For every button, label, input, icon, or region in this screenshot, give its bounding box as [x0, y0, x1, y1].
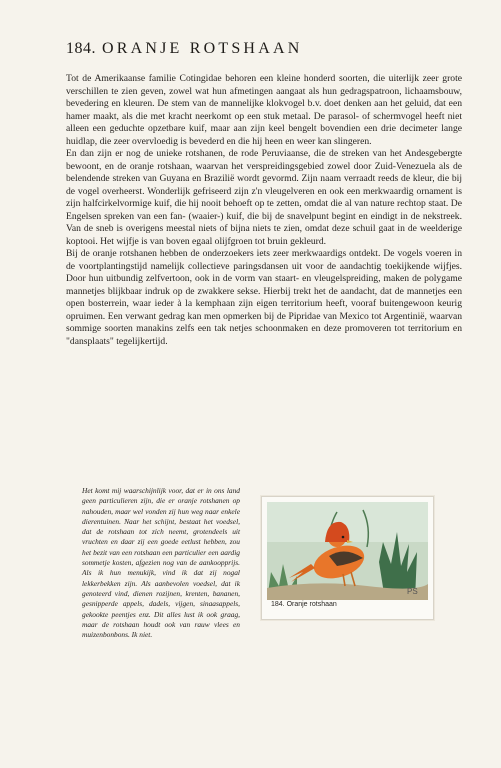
bird-illustration: [267, 502, 428, 600]
side-caption: Het komt mij waarschijnlijk voor, dat er in ons land geen particulieren zijn, die er oranje rotshanen op nahouden, maar wel vonden zij hun weg naar enkele dierentuinen. Naar het schijnt, bestaat het voedsel, dat de rotshaan tot zich neemt, grotendeels uit vruchten en daar zij een goede eetlust hebben, zou het bezit van een rotshaan een particulier een aardig sommetje kosten, afgezien nog van de aankoopprijs. Als ik hun menukijk, vind ik dat zij nogal lekkerbekken zijn. Als aanbevolen voedsel, dat ik genoteerd vind, dienen rozijnen, krenten, bananen, gesnipperde appels, dadels, vijgen, sinaasappels, gekookte peentjes enz. Dit alles lust ik ook graag, maar de rotshaan houdt ook van rauw vlees en muizenbonbons. Ik niet.: [82, 486, 240, 640]
article-body: [66, 73, 462, 348]
card-label: 184. Oranje rotshaan: [271, 601, 337, 608]
paragraph: En dan zijn er nog de unieke rotshanen, de rode Peruviaanse, die de streken van het Andesgebergte bewoont, en de oranje rotshaan, waarvan het verspreidingsgebied zowel door Zuid-Venezuela als de belendende streken van Guyana en Brazilië wordt gevormd. Zijn naam verraadt reeds de kleur, die bij de vogel overheerst. Wonderlijk gefriseerd zijn z'n vleugelveren en ook een merkwaardig ornament is zijn halfcirkelvormige kuif, die hij nooit behoeft op te zetten, omdat die al van nature rechtop staat. De Engelsen spreken van een fan- (waaier-) kuif, die bij de snavelpunt begint en eindigt in de nekstreek. Van de sneb is overigens meestal niets of bijna niets te zien, omdat deze schuil gaat in de weelderige koptooi. Het wijfje is van boven egaal olijfgroen tot bruin gekleurd.: [66, 148, 462, 247]
bird-eye: [342, 536, 345, 539]
paragraph: Tot de Amerikaanse familie Cotingidae behoren een kleine honderd soorten, die uiterlijk zeer grote verschillen te zien geven, zowel wat hun afmetingen aangaat als hun gedragspatroon, lichaamsbouw, bevedering en kleuren. De stem van de mannelijke klokvogel b.v. doet denken aan het geluid, dat een hamer maakt, als die met kracht neerkomt op een stuk metaal. De parasol- of schermvogel heeft niet alleen een geduchte opzetbare kuif, maar aan zijn keel bengelt bovendien een drie decimeter lange huidlap, die zeer overvloedig is bevederd en die hij heen en weer kan slingeren.: [66, 73, 462, 147]
title-name: ORANJE ROTSHAAN: [102, 40, 303, 57]
page-title: [66, 40, 302, 58]
artist-mark: PS: [407, 587, 418, 596]
collector-card: [261, 496, 434, 620]
title-number: 184.: [66, 40, 96, 57]
paragraph: Bij de oranje rotshanen hebben de onderzoekers iets zeer merkwaardigs ontdekt. De vogels voeren in de voortplantingstijd namelijk collectieve paringsdansen uit voor de aandachtig toekijkende wijfjes. Door hun uitbundig zelfvertoon, ook in de vorm van staart- en vleugelspreiding, maken de polygame mannetjes blijkbaar indruk op de zwakkere sekse. Hierbij trekt het de aandacht, dat de mannetjes een open bosterrein, waar ieder à la kemphaan zijn eigen territorium heeft, vooraf buitengewoon keurig opruimen. Een verwant gedrag kan men opmerken bij de Pipridae van Mexico tot Argentinië, waarvan sommige soorten manakins zelfs een tak netjes schoonmaken en deze promoveren tot territorium en "dansplaats" tegelijkertijd.: [66, 248, 462, 347]
